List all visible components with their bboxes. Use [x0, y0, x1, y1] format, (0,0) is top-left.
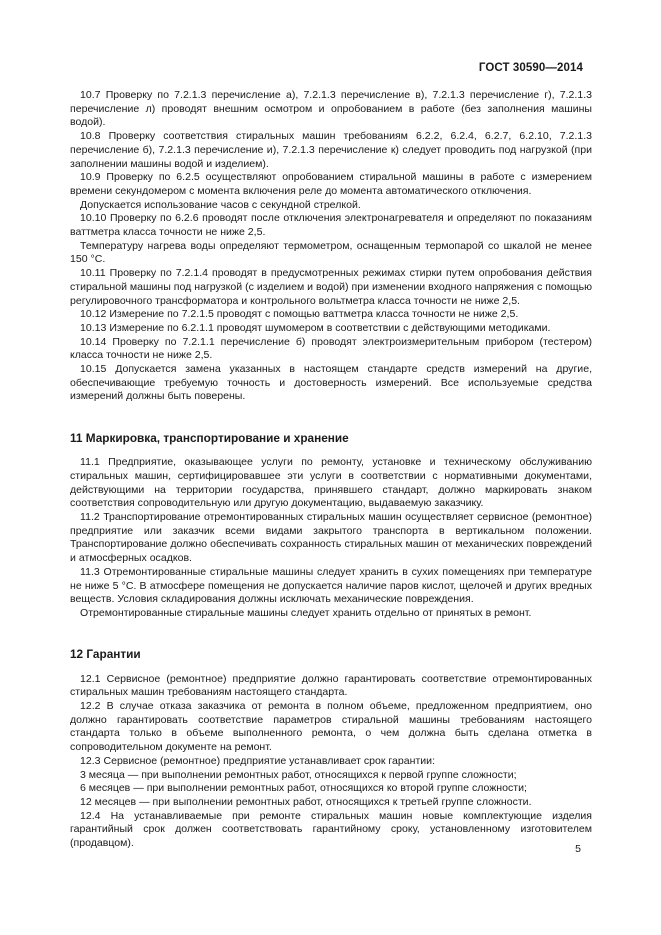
paragraph-10-8: 10.8 Проверку соответствия стиральных машин требованиям 6.2.2, 6.2.4, 6.2.7, 6.2.10, 7.2.1.3 перечисление б), 7.2.1.3 перечисление и), 7.2.1.3 перечисление к) следует проводить под нагрузкой (при заполнении машины водой и изделием).	[70, 130, 592, 170]
paragraph-10-14: 10.14 Проверку по 7.2.1.1 перечисление б) проводят электроизмерительным прибором (тестером) класса точности не ниже 2,5.	[70, 335, 592, 362]
document-code: ГОСТ 30590—2014	[478, 62, 583, 74]
paragraph-11-3: 11.3 Отремонтированные стиральные машины следует хранить в сухих помещениях при температуре не ниже 5 °С. В атмосфере помещения не допускается наличие паров кислот, щелочей и других вредных веществ. Условия складирования должны исключать механические повреждения.	[70, 565, 592, 606]
paragraph-10-7: 10.7 Проверку по 7.2.1.3 перечисление а), 7.2.1.3 перечисление в), 7.2.1.3 перечисление г), 7.2.1.3 перечисление л) проводят внешним осмотром и опробованием в работе (без заполнения машины водой).	[70, 89, 592, 129]
section-11-heading: 11 Маркировка, транспортирование и хранение	[70, 431, 349, 446]
paragraph-10-10-note: Температуру нагрева воды определяют термометром, оснащенным термопарой со шкалой не менее 150 °С.	[70, 239, 592, 266]
paragraph-11-2: 11.2 Транспортирование отремонтированных стиральных машин осуществляет сервисное (ремонтное) предприятие или заказчик всеми видами закрытого транспорта в вертикальном положении. Транспортирование должно обеспечивать сохранность стиральных машин от механических повреждений и атмосферных осадков.	[70, 510, 592, 565]
list-item-6-months: 6 месяцев — при выполнении ремонтных работ, относящихся ко второй группе сложности;	[80, 782, 527, 795]
paragraph-10-13: 10.13 Измерение по 6.2.1.1 проводят шумомером в соответствии с действующими методиками.	[80, 321, 551, 334]
paragraph-10-11: 10.11 Проверку по 7.2.1.4 проводят в предусмотренных режимах стирки путем опробования действия стиральной машины под нагрузкой (с изделием и водой) при изменении входного напряжения с помощью регулировочного трансформатора и контрольного вольтметра класса точности не ниже 2,5.	[70, 267, 592, 307]
paragraph-12-2: 12.2 В случае отказа заказчика от ремонта в полном объеме, предложенном предприятием, оно должно гарантировать соответствие параметров стиральной машины требованиям настоящего стандарта только в объеме выполненного ремонта, о чем должна быть сделана отметка в сопроводительном документе на ремонт.	[70, 700, 592, 754]
paragraph-10-9: 10.9 Проверку по 6.2.5 осуществляют опробованием стиральной машины в работе с измерением времени секундомером с момента включения реле до момента автоматического отключения.	[70, 171, 592, 197]
list-item-12-months: 12 месяцев — при выполнении ремонтных работ, относящихся к третьей группе сложности.	[80, 795, 532, 808]
paragraph-10-12: 10.12 Измерение по 7.2.1.5 проводят с помощью ваттметра класса точности не ниже 2,5.	[80, 308, 519, 321]
paragraph-10-9-note: Допускается использование часов с секундной стрелкой.	[80, 198, 361, 211]
paragraph-10-10: 10.10 Проверку по 6.2.6 проводят после отключения электронагревателя и определяют по показаниям ваттметра класса точности не ниже 2,5.	[70, 212, 592, 239]
paragraph-11-3-note: Отремонтированные стиральные машины следует хранить отдельно от принятых в ремонт.	[80, 606, 532, 619]
paragraph-12-3: 12.3 Сервисное (ремонтное) предприятие устанавливает срок гарантии:	[80, 754, 435, 767]
list-item-3-months: 3 месяца — при выполнении ремонтных работ, относящихся к первой группе сложности;	[80, 768, 517, 781]
page-number: 5	[575, 843, 581, 855]
section-12-heading: 12 Гарантии	[70, 646, 141, 661]
page-content	[70, 89, 592, 851]
paragraph-12-4: 12.4 На устанавливаемые при ремонте стиральных машин новые комплектующие изделия гарантийный срок должен соответствовать гарантийному сроку, установленному изготовителем (продавцом).	[70, 809, 592, 850]
paragraph-10-15: 10.15 Допускается замена указанных в настоящем стандарте средств измерений на другие, обеспечивающие требуемую точность и достоверность измерений. Все используемые средства измерений должны быть поверены.	[70, 363, 592, 403]
paragraph-11-1: 11.1 Предприятие, оказывающее услуги по ремонту, установке и техническому обслуживанию стиральных машин, сертифицировавшее эти услуги в соответствии с нормативными документами, действующими на территории государства, принявшего стандарт, должно маркировать знаком соответствия сопроводительную или другую документацию, выдаваемую заказчику.	[70, 456, 592, 510]
paragraph-12-1: 12.1 Сервисное (ремонтное) предприятие должно гарантировать соответствие отремонтированных стиральных машин требованиям настоящего стандарта.	[70, 672, 592, 699]
